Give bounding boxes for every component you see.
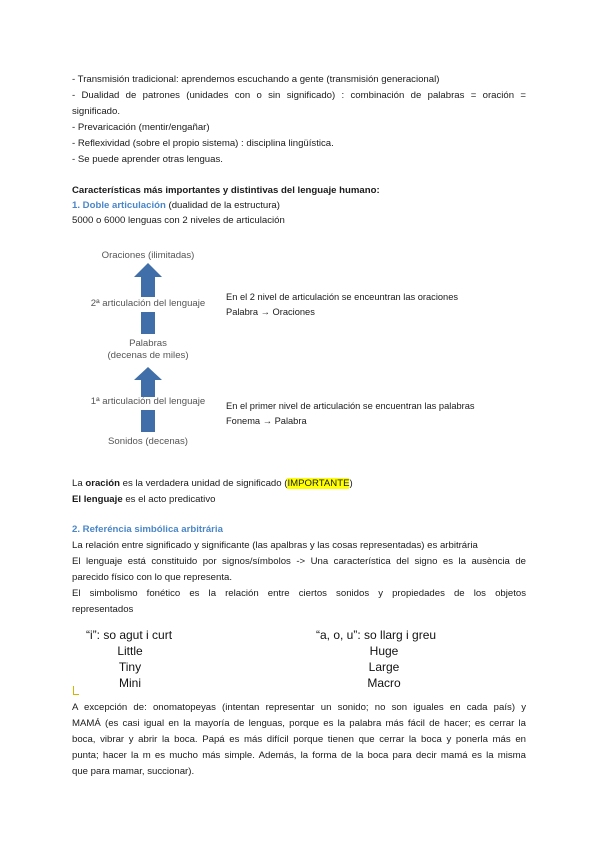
- text-run-bold: oración: [85, 478, 120, 489]
- section-heading: Características más importantes y distintivas del lenguaje humano:: [72, 185, 380, 196]
- diagram-top-label: Oraciones (ilimitadas): [101, 250, 195, 261]
- level1-formula: Fonema → Palabra: [226, 416, 307, 426]
- sec2-line: El lenguaje está constituido por signos/símbolos -> Una característica del signo es la ausència de: [72, 556, 526, 567]
- sec2-line: El simbolismo fonético es la relación entre ciertos sonidos y propiedades de los objetos: [72, 588, 526, 599]
- example-left-word: Tiny: [118, 660, 142, 674]
- sec1-title-note: (dualidad de la estructura): [165, 200, 280, 211]
- diagram-art2-label: 2ª articulación del lenguaje: [90, 298, 206, 309]
- sec2-title: 2. Referéncia simbólica arbitrária: [72, 524, 223, 535]
- highlight-important: IMPORTANTE: [287, 478, 350, 489]
- text-run: es el acto predicativo: [122, 494, 216, 505]
- box-icon: [134, 410, 162, 432]
- diagram-bottom-label: Sonidos (decenas): [108, 436, 188, 447]
- list-item: - Reflexividad (sobre el propio sistema) : disciplina lingüística.: [72, 138, 334, 149]
- diagram-mid-label: Palabras: [129, 338, 167, 349]
- closing-line: MAMÁ (es casi igual en la mayoría de lenguas, porque es la palabra más fácil de hacer; es cerrar la: [72, 718, 526, 729]
- sec1-subtitle: 5000 o 6000 lenguas con 2 niveles de articulación: [72, 215, 285, 226]
- example-right-word: Macro: [367, 676, 401, 690]
- oracion-line: [72, 477, 353, 490]
- closing-line: punta; hacer la m es mucho más simple. Además, la forma de la boca para decir mamá es la misma: [72, 750, 526, 761]
- sec1-heading: [72, 199, 280, 212]
- sec1-title: 1. Doble articulación: [72, 200, 166, 211]
- example-right-word: Huge: [369, 644, 399, 658]
- anchor-mark-icon: [73, 686, 79, 695]
- example-left-title: “i”: so agut i curt: [86, 628, 173, 642]
- up-arrow-icon: [134, 263, 162, 297]
- list-item: - Dualidad de patrones (unidades con o sin significado) : combinación de palabras = oración =: [72, 90, 526, 101]
- example-right-title: “a, o, u”: so llarg i greu: [316, 628, 437, 642]
- articulation-diagram: [84, 250, 212, 455]
- up-arrow-icon: [134, 367, 162, 397]
- closing-line: A excepción de: onomatopeyas (intentan representar un sonido; no son iguales en cada país) y: [72, 702, 526, 713]
- sec2-line: La relación entre significado y significante (las apalbras y las cosas representadas) es arbitrária: [72, 540, 478, 551]
- text-run: ): [349, 478, 353, 489]
- level2-text: En el 2 nivel de articulación se enceuntran las oraciones: [226, 292, 459, 302]
- sec2-line: representados: [72, 604, 134, 615]
- text-run-bold: El lenguaje: [72, 494, 123, 505]
- list-item: - Transmisión tradicional: aprendemos escuchando a gente (transmisión generacional): [72, 74, 440, 85]
- text-run: es la verdadera unidad de significado (: [120, 478, 288, 489]
- diagram-art1-label: 1ª articulación del lenguaje: [90, 396, 206, 407]
- list-item: - Se puede aprender otras lenguas.: [72, 154, 223, 165]
- text-run: La: [72, 478, 86, 489]
- list-item: significado.: [72, 106, 120, 117]
- lenguaje-line: [72, 493, 215, 506]
- example-left-word: Little: [117, 644, 143, 658]
- level1-text: En el primer nivel de articulación se encuentran las palabras: [226, 401, 475, 411]
- diagram-mid-sublabel: (decenas de miles): [107, 350, 189, 361]
- example-left-word: Mini: [118, 676, 141, 690]
- closing-line: boca, vibrar y abrir la boca. Papá es más difícil porque tienen que cerrar la boca y ponerla más en: [72, 734, 526, 745]
- level2-formula: Palabra → Oraciones: [226, 307, 315, 317]
- box-icon: [134, 312, 162, 334]
- closing-line: que para mamar, succionar).: [72, 766, 195, 777]
- list-item: - Prevaricación (mentir/engañar): [72, 122, 210, 133]
- example-right-word: Large: [368, 660, 400, 674]
- sec2-line: parecido físico con lo que representa.: [72, 572, 232, 583]
